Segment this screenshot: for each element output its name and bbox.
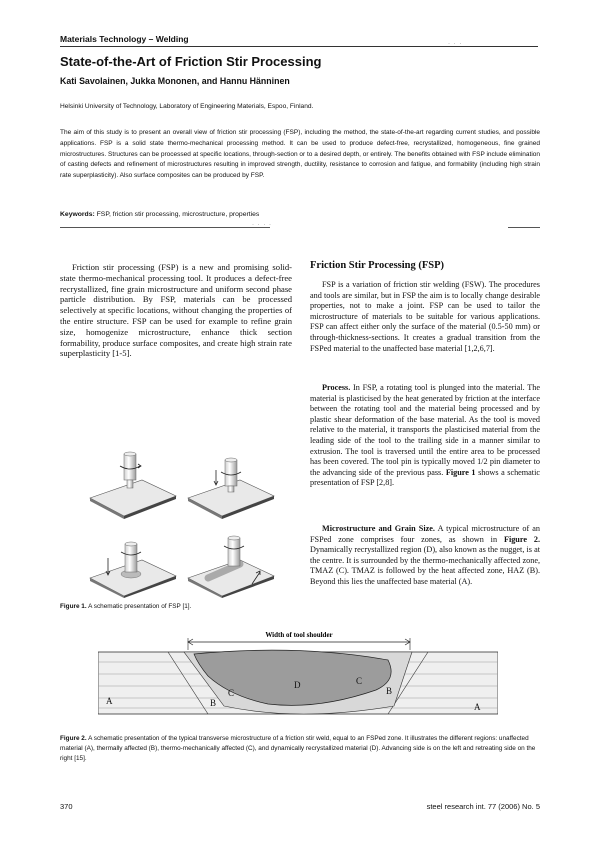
keywords-text: FSP, friction stir processing, microstructure, properties: [96, 211, 260, 218]
fsp-step-traverse: [188, 536, 274, 598]
fsp-step-plunge-in: [188, 458, 274, 519]
page-number: 370: [60, 802, 73, 811]
affiliation: Helsinki University of Technology, Laboratory of Engineering Materials, Espoo, Finland.: [60, 103, 314, 110]
header-dots: · · ·: [448, 41, 463, 47]
figure-2-caption: [60, 734, 540, 764]
zone-label-a-right: A: [474, 702, 481, 712]
zone-label-b-right: B: [386, 686, 393, 696]
keywords-dots: · · · ·: [252, 222, 272, 228]
figure-1-caption-text: A schematic presentation of FSP [1].: [88, 603, 192, 610]
zone-label-c-left: C: [228, 688, 235, 698]
process-subheading: Process.: [322, 383, 351, 392]
section-paragraph-3: [310, 524, 540, 588]
section-paragraph-1: FSP is a variation of friction stir welding (FSW). The procedures and tools are similar, but in FSP the aim is to locally change desirable properties, not to make a joint. FSP can be used to tailor the microstructure of materials to be suitable for various applications. FSP can affect either only the surface of the material (0.5-50 mm) or through-thickness-sections. It creates a gradual transition from the FSPed material to the unaffected base material [1,2,6,7].: [310, 280, 540, 353]
process-text-end: shows a schematic presentation of FSP [2,8].: [310, 467, 540, 488]
header-category: Materials Technology – Welding: [60, 34, 189, 44]
microstructure-subheading: Microstructure and Grain Size.: [322, 524, 435, 533]
intro-paragraph: Friction stir processing (FSP) is a new and promising solid-state thermo-mechanical processing tool. It produces a defect-free recrystallized, fine grain microstructure and uniform second phase particle distribution. By FSP, materials can be processed selectively at specific locations, without changing the properties of the entire structure. FSP can be used for example to refine grain size, homogenize microstructure, enhance thick section formability, produce surface composites, and create high strain rate superplasticity [1-5].: [60, 262, 292, 359]
zone-label-c-right: C: [356, 676, 363, 686]
figure-2-image: [98, 630, 498, 722]
section-paragraph-2: [310, 383, 540, 489]
zone-label-d: D: [294, 680, 301, 690]
fsp-step-shoulder-contact: [90, 542, 176, 598]
figure-2-ref: Figure 2.: [503, 534, 540, 544]
figure-1-label: Figure 1.: [60, 603, 87, 610]
figure-1-ref: Figure 1: [445, 467, 476, 477]
keywords: [60, 211, 259, 218]
authors: Kati Savolainen, Jukka Mononen, and Hannu Hänninen: [60, 76, 290, 86]
process-text: In FSP, a rotating tool is plunged into the material. The material is plasticised by the heat generated by friction at the interface between the rotating tool and the material being processed and by plastic shear deformation of the base material. As the tool is moved relative to the material, it transports the plasticised material from the leading side of the tool to the trailing side in a manner similar to extrusion. The tool is traversed until the entire area to be processed has been covered. The tool pin is typically moved 1/2 pin diameter to the advancing side of the previous pass.: [310, 383, 540, 477]
paper-title: State-of-the-Art of Friction Stir Processing: [60, 54, 322, 69]
header-rule: [60, 46, 538, 47]
keywords-rule-right: [508, 227, 540, 228]
figure-2-label: Figure 2.: [60, 735, 87, 742]
microstructure-text-end: Dynamically recrystallized region (D), also known as the nugget, is at the centre. It is surrounded by the thermo-mechanically affected zone, TMAZ (C). TMAZ is followed by the heat affected zone, HAZ (B). Beyond this lies the unaffected base material (A).: [310, 545, 540, 586]
figure-1-caption: [60, 603, 191, 610]
fsp-step-plunge-top: [90, 452, 176, 519]
zone-label-b-left: B: [210, 698, 217, 708]
zone-label-a-left: A: [106, 696, 113, 706]
section-heading: Friction Stir Processing (FSP): [310, 260, 445, 271]
figure-2-caption-text: A schematic presentation of the typical transverse microstructure of a friction stir weld, equal to an FSPed zone. It illustrates the different regions: unaffected material (A), thermally affected (B), thermo-mechanically affected (C), and dynamically recrystallized material (D). Advancing side is on the left and retreating side on the right [15].: [60, 735, 536, 762]
keywords-rule-left: [60, 227, 270, 228]
figure-1-image: [80, 440, 280, 598]
journal-citation: steel research int. 77 (2006) No. 5: [426, 802, 540, 811]
keywords-label: Keywords:: [60, 211, 95, 218]
microstructure-text: A typical microstructure of an FSPed zone comprises four zones, as shown in: [310, 524, 540, 544]
shoulder-width-label: Width of tool shoulder: [265, 631, 333, 639]
abstract: The aim of this study is to present an overall view of friction stir processing (FSP), including the method, the state-of-the-art regarding current studies, and possible applications. FSP is a solid state thermo-mechanical processing method. It can be used to produce defect-free, recrystallized, homogeneous, fine grained microstructures. Structures can be processed at specific locations, through-section or to a desired depth, or entirely. The benefits obtained with FSP include elimination of casting defects and refinement of microstructures resulting in improved strength, ductility, resistance to corrosion and fatigue, and formability (including high strain rate superplasticity). Also surface composites can be produced by FSP.: [60, 129, 540, 180]
